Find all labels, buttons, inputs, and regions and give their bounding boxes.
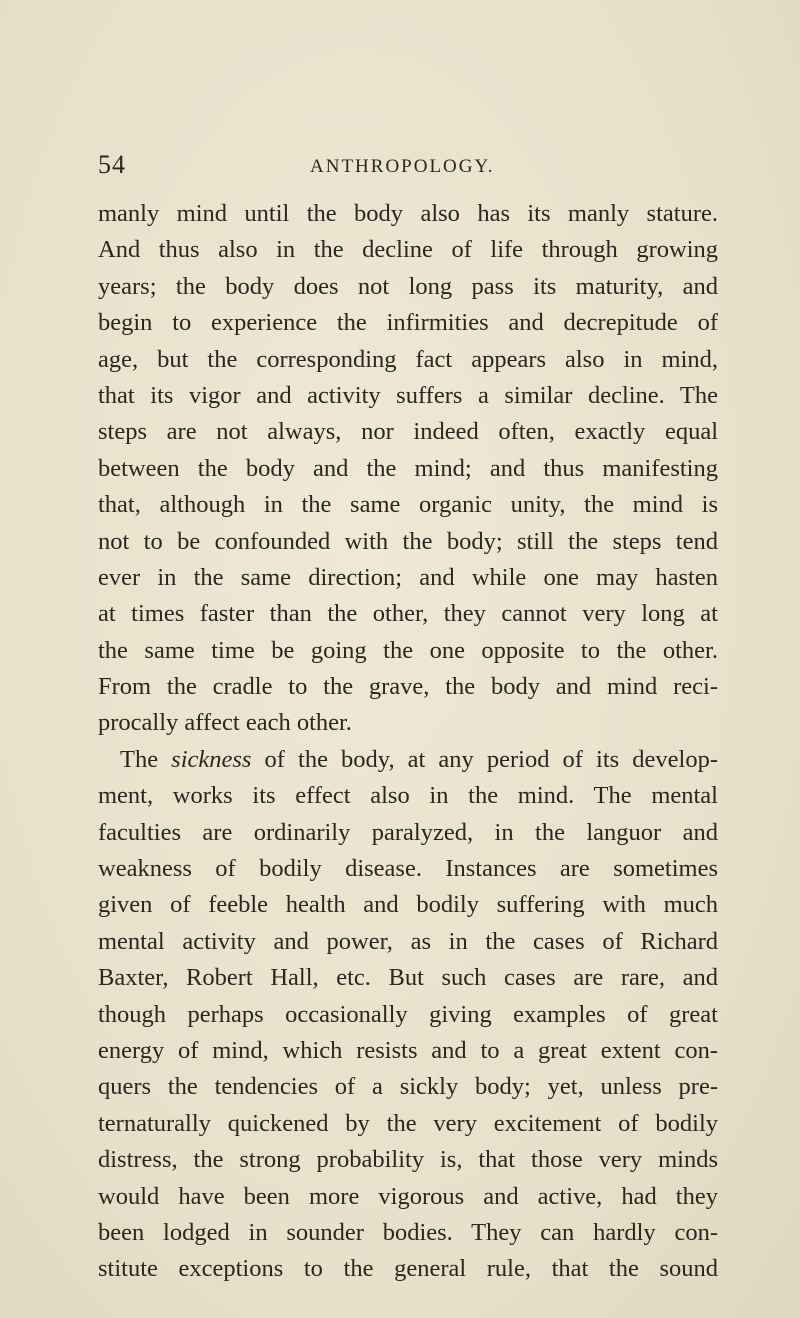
text-line: the same time be going the one opposite to the other. [98, 636, 718, 664]
text-run: The [120, 745, 172, 773]
text-line: between the body and the mind; and thus manifesting [98, 454, 718, 482]
text-line: faculties are ordinarily paralyzed, in the languor and [98, 818, 718, 846]
emphasized-word: sickness [171, 745, 252, 773]
text-line: weakness of bodily disease. Instances are sometimes [98, 855, 718, 883]
text-line: not to be confounded with the body; still the steps tend [98, 527, 718, 555]
paragraph-1 [98, 196, 718, 742]
running-head: ANTHROPOLOGY. [310, 156, 495, 177]
text-line: begin to experience the infirmities and decrepitude of [98, 309, 718, 337]
text-line: procally affect each other. [98, 709, 352, 737]
text-line: And thus also in the decline of life through growing [98, 236, 718, 264]
text-line: that its vigor and activity suffers a similar decline. The [98, 381, 718, 409]
text-line: ever in the same direction; and while one may hasten [98, 563, 718, 591]
text-line: at times faster than the other, they cannot very long at [98, 600, 718, 628]
body-text [98, 196, 718, 1288]
text-line: Baxter, Robert Hall, etc. But such cases are rare, and [98, 964, 718, 992]
text-line: distress, the strong probability is, that those very minds [98, 1146, 718, 1174]
text-line: steps are not always, nor indeed often, exactly equal [98, 418, 718, 446]
page-header [98, 150, 718, 190]
text-line: age, but the corresponding fact appears also in mind, [98, 345, 718, 373]
text-line: energy of mind, which resists and to a great extent con- [98, 1036, 718, 1064]
text-line: though perhaps occasionally giving examples of great [98, 1000, 718, 1028]
text-line: given of feeble health and bodily suffering with much [98, 891, 718, 919]
text-line: ternaturally quickened by the very excitement of bodily [98, 1109, 718, 1137]
paragraph-2 [98, 742, 718, 1288]
text-line: manly mind until the body also has its manly stature. [98, 200, 718, 227]
text-line: that, although in the same organic unity, the mind is [98, 491, 718, 519]
text-line: stitute exceptions to the general rule, that the sound [98, 1255, 718, 1283]
text-line: been lodged in sounder bodies. They can hardly con- [98, 1218, 718, 1246]
text-line: years; the body does not long pass its maturity, and [98, 272, 718, 300]
text-line: ment, works its effect also in the mind. The mental [98, 782, 718, 810]
text-line [98, 742, 718, 778]
text-line: quers the tendencies of a sickly body; yet, unless pre- [98, 1073, 718, 1101]
page-number: 54 [98, 150, 126, 179]
text-line: mental activity and power, as in the cases of Richard [98, 927, 718, 955]
text-line: would have been more vigorous and active, had they [98, 1182, 718, 1210]
text-run: of the body, at any period of its develop- [251, 745, 718, 773]
text-line: From the cradle to the grave, the body and mind reci- [98, 673, 718, 701]
